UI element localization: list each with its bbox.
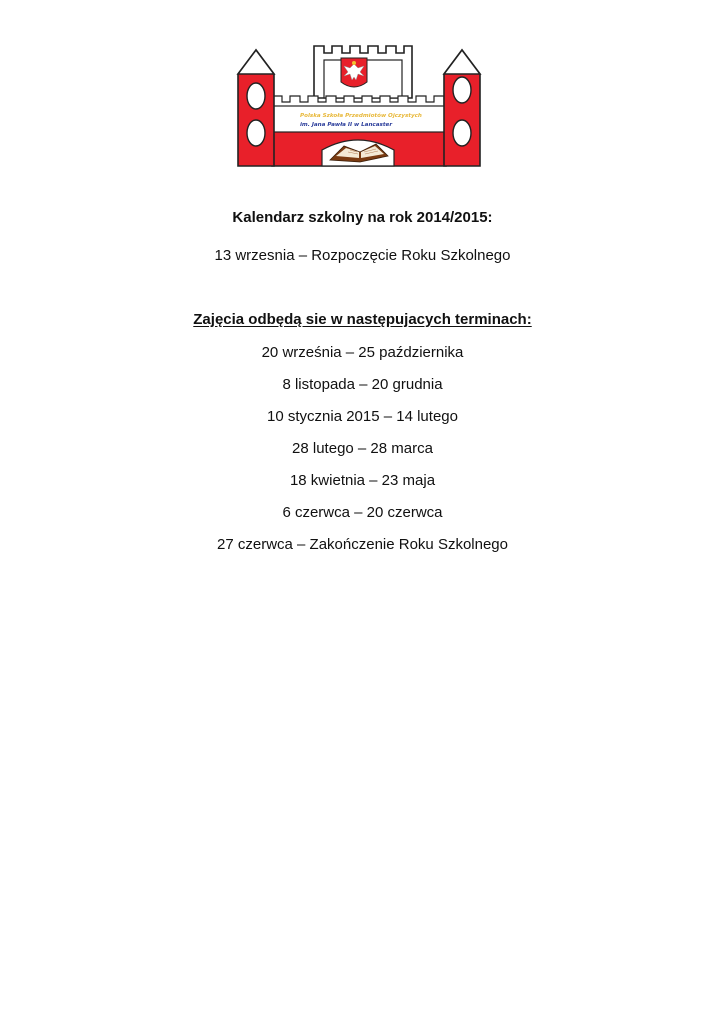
terms-subtitle: Zajęcia odbędą sie w następujacych terminach: <box>193 311 532 328</box>
term-line: 20 września – 25 października <box>261 344 464 361</box>
school-year-end: 27 czerwca – Zakończenie Roku Szkolnego <box>217 536 508 553</box>
term-line: 18 kwietnia – 23 maja <box>289 472 436 489</box>
term-line: 8 listopada – 20 grudnia <box>282 376 443 393</box>
calendar-title: Kalendarz szkolny na rok 2014/2015: <box>232 209 493 226</box>
logo-school-patron: im. Jana Pawła II w Lancaster <box>300 122 393 128</box>
term-line: 10 stycznia 2015 – 14 lutego <box>267 408 458 425</box>
logo-school-name: Polska Szkoła Przedmiotów Ojczystych <box>300 113 422 119</box>
school-year-start: 13 wrzesnia – Rozpoczęcie Roku Szkolnego <box>214 247 511 264</box>
school-logo <box>236 44 484 170</box>
term-line: 28 lutego – 28 marca <box>292 440 433 457</box>
term-line: 6 czerwca – 20 czerwca <box>282 504 443 521</box>
polish-eagle-emblem-icon <box>341 58 367 87</box>
